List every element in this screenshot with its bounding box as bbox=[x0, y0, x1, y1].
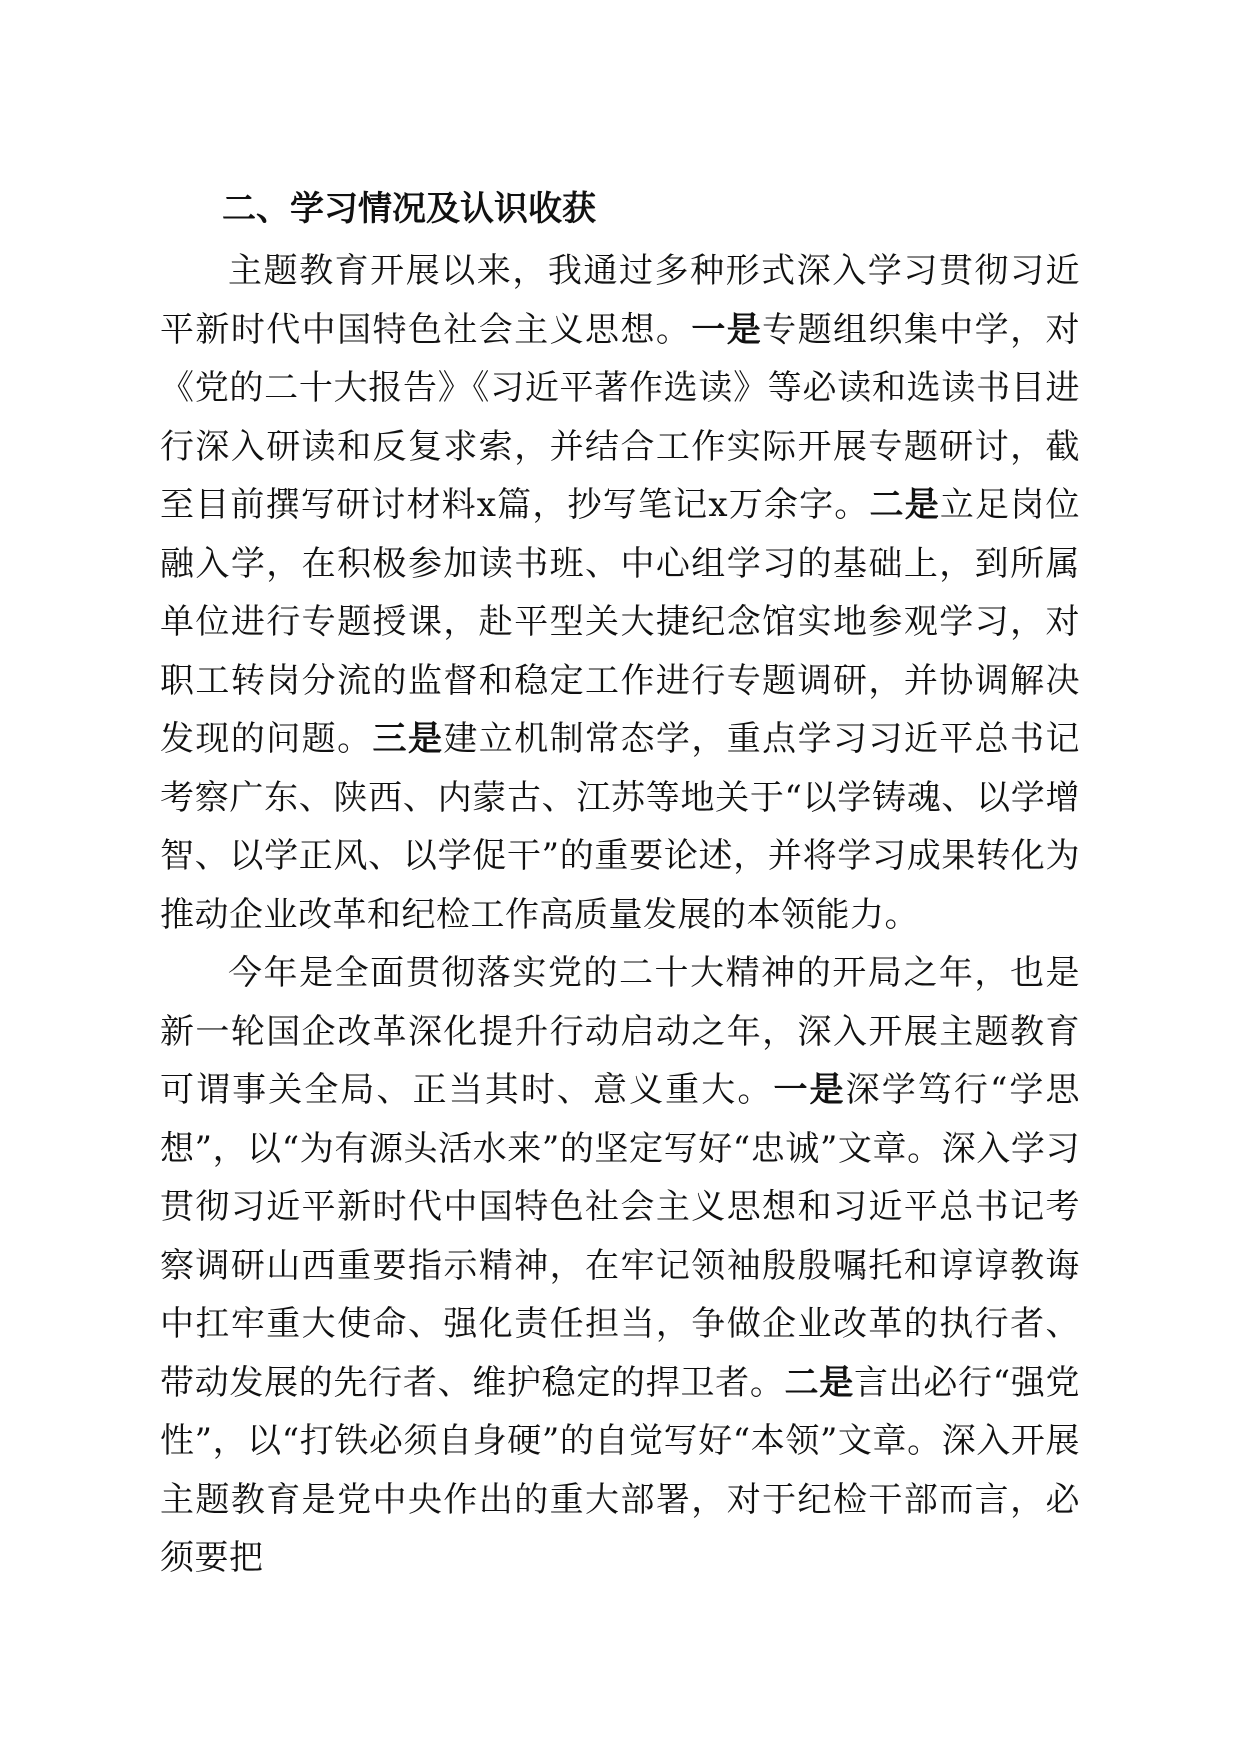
paragraph-text: 深学笃行“学思想”，以“为有源头活水来”的坚定写好“忠诚”文章。深入学习贯彻习近平新时代中国特色社会主义思想和习近平总书记考察调研山西重要指示精神，在牢记领袖殷殷嘱托和谆谆教诲中扛牢重大使命、强化责任担当，争做企业改革的执行者、带动发展的先行者、维护稳定的捍卫者。 bbox=[160, 1070, 1080, 1403]
emphasis-third-point: 三是 bbox=[372, 719, 444, 759]
paragraph-text: 建立机制常态学，重点学习习近平总书记考察广东、陕西、内蒙古、江苏等地关于“以学铸魂、以学增智、以学正风、以学促干”的重要论述，并将学习成果转化为推动企业改革和纪检工作高质量发展的本领能力。 bbox=[160, 719, 1081, 935]
emphasis-first-point: 一是 bbox=[773, 1070, 846, 1110]
emphasis-first-point: 一是 bbox=[691, 309, 763, 350]
paragraph-text: 今年是全面贯彻落实党的二十大精神的开局之年，也是新一轮国企改革深化提升行动启动之年，深入开展主题教育可谓事关全局、正当其时、意义重大。 bbox=[160, 953, 1080, 1110]
document-page bbox=[160, 180, 1080, 1588]
emphasis-second-point: 二是 bbox=[869, 485, 940, 525]
paragraph-text: 立足岗位融入学，在积极参加读书班、中心组学习的基础上，到所属单位进行专题授课，赴平型关大捷纪念馆实地参观学习，对职工转岗分流的监督和稳定工作进行专题调研，并协调解决发现的问题。 bbox=[160, 485, 1080, 759]
paragraph-text: 主题教育开展以来，我通过多种形式深入学习贯彻习近平新时代中国特色社会主义思想。 bbox=[160, 251, 1080, 350]
paragraph-text: 专题组织集中学，对《党的二十大报告》《习近平著作选读》等必读和选读书目进行深入研读和反复求索，并结合工作实际开展专题研讨，截至目前撰写研讨材料x篇，抄写笔记x万余字。 bbox=[160, 309, 1081, 525]
emphasis-second-point: 二是 bbox=[784, 1362, 854, 1403]
paragraph-recognition-gains bbox=[160, 944, 1080, 1588]
section-heading: 二、学习情况及认识收获 bbox=[222, 189, 596, 229]
paragraph-text: 言出必行“强党性”，以“打铁必须自身硬”的自觉写好“本领”文章。深入开展主题教育是党中央作出的重大部署，对于纪检干部而言，必须要把 bbox=[160, 1362, 1081, 1578]
paragraph-study-situation bbox=[160, 242, 1080, 944]
